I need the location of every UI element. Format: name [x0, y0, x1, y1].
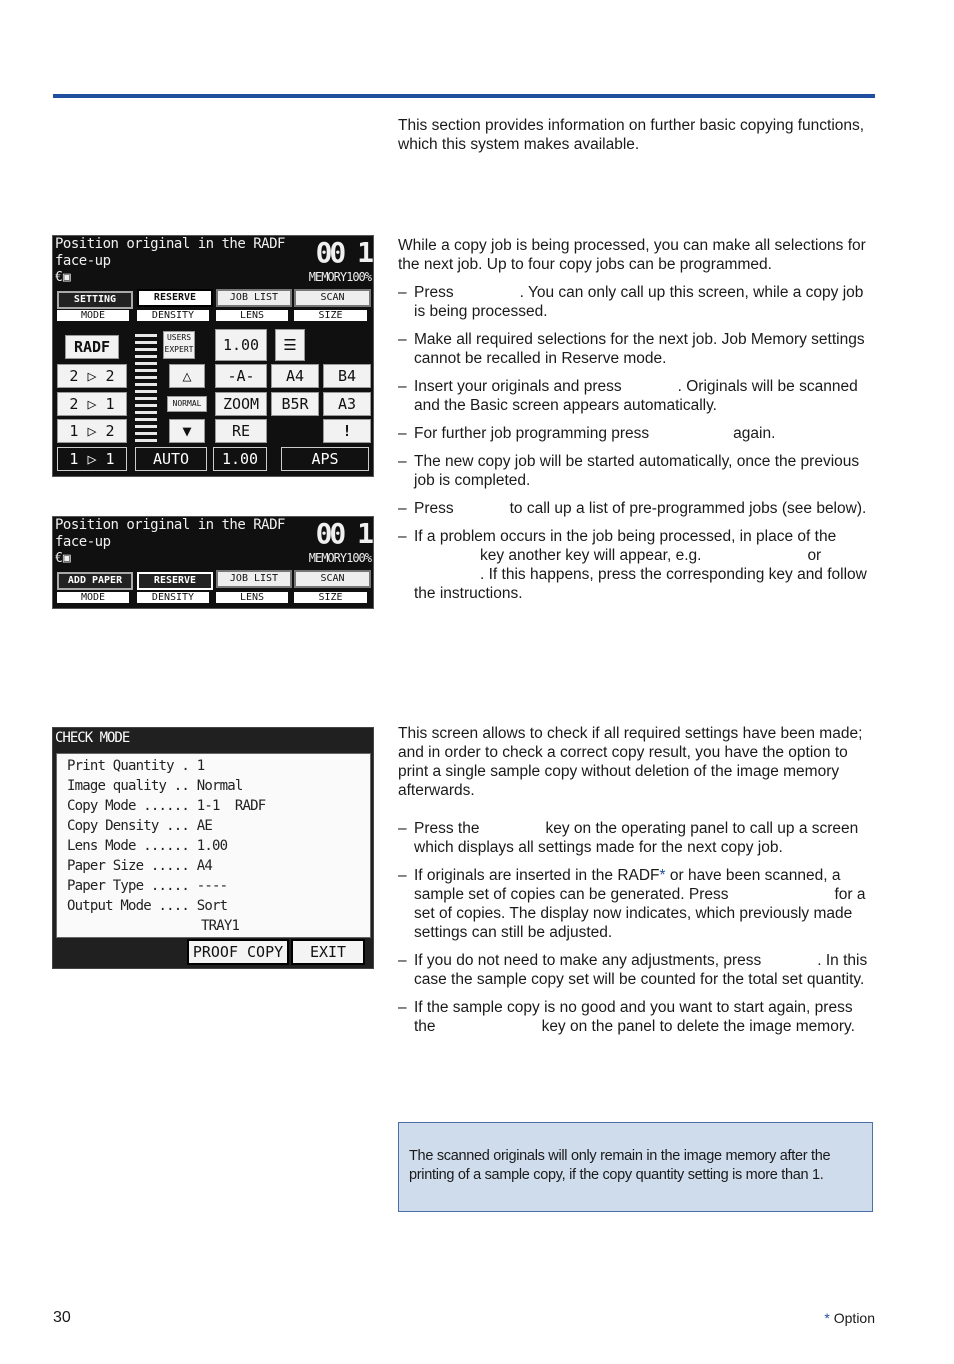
- tab-reserve[interactable]: RESERVE: [137, 289, 213, 307]
- note-box: [398, 1122, 873, 1212]
- setting-row: TRAY1: [201, 918, 240, 934]
- density-scale: [135, 330, 157, 442]
- lens-value-display: 1.00: [215, 329, 267, 361]
- tab-add-paper[interactable]: ADD PAPER: [57, 572, 133, 590]
- normal-density-button[interactable]: NORMAL: [167, 396, 207, 412]
- list-item: – For further job programming press again.: [398, 425, 776, 442]
- tab-setting[interactable]: SETTING: [57, 291, 133, 309]
- tab-scan[interactable]: SCAN: [294, 570, 371, 588]
- zoom-button[interactable]: ZOOM: [215, 392, 267, 416]
- page-number: 30: [53, 1309, 71, 1326]
- warning-icon[interactable]: !: [323, 419, 371, 443]
- re-button[interactable]: RE: [215, 419, 267, 443]
- subtab-density[interactable]: DENSITY: [137, 592, 209, 603]
- list-item: – Press . You can only call up this screen, while a copy job is being processed.: [398, 284, 864, 320]
- setting-row: Copy Density ... AE: [67, 818, 212, 834]
- size-a3-button[interactable]: A3: [323, 392, 371, 416]
- list-item: – If originals are inserted in the RADF* or have been scanned, a sample set of copies can be generated. Press for a set of copies. The display now indicates, which previously made settings can still be adjusted.: [398, 867, 866, 941]
- list-item: – The new copy job will be started automatically, once the previous job is completed.: [398, 453, 860, 489]
- mode-1-1-button[interactable]: 1 ▷ 1: [57, 447, 127, 471]
- subtab-size[interactable]: SIZE: [294, 310, 367, 321]
- setting-row: Output Mode .... Sort: [67, 898, 228, 914]
- memory-indicator: MEMORY100%: [308, 551, 371, 565]
- tab-reserve[interactable]: RESERVE: [137, 572, 213, 590]
- list-item: – If the sample copy is no good and you want to start again, press the key on the panel to delete the image memory.: [398, 999, 855, 1035]
- setting-row: Copy Mode ...... 1-1 RADF: [67, 798, 266, 814]
- list-item: – Make all required selections for the next job. Job Memory settings cannot be recalled in Reserve mode.: [398, 331, 865, 367]
- tab-job-list[interactable]: JOB LIST: [216, 289, 292, 307]
- check-mode-title: CHECK MODE: [55, 730, 130, 746]
- list-item: – Press to call up a list of pre-programmed jobs (see below).: [398, 500, 867, 517]
- add-paper-screen: [52, 516, 374, 609]
- subtab-mode[interactable]: MODE: [57, 310, 129, 321]
- density-up-button[interactable]: △: [169, 364, 205, 388]
- users-expert-button[interactable]: USERS EXPERT: [163, 331, 195, 359]
- radf-button[interactable]: RADF: [65, 335, 119, 359]
- tab-scan[interactable]: SCAN: [294, 289, 371, 307]
- note-text: The scanned originals will only remain in the image memory after the printing of a sample copy, if the copy quantity setting is more than 1.: [409, 1148, 831, 1183]
- subtab-density[interactable]: DENSITY: [137, 310, 209, 321]
- reserve-section-text: [398, 236, 875, 603]
- density-down-button[interactable]: ▼: [169, 419, 205, 443]
- reserve-screen: [52, 235, 374, 477]
- option-footnote: * Option: [824, 1310, 875, 1326]
- setting-row: Paper Type ..... ----: [67, 878, 228, 894]
- list-item: – If you do not need to make any adjustments, press . In this case the sample copy set will be counted for the total set quantity.: [398, 952, 868, 988]
- mode-2-2-button[interactable]: 2 ▷ 2: [57, 364, 127, 388]
- header-rule: [53, 94, 875, 98]
- panel-icon: €▣: [55, 551, 71, 566]
- mode-2-1-button[interactable]: 2 ▷ 1: [57, 392, 127, 416]
- copy-counter: 00 1: [315, 236, 371, 269]
- check-section-text: [398, 724, 875, 1036]
- size-a4-button[interactable]: A4: [271, 364, 319, 388]
- reserve-intro: While a copy job is being processed, you can make all selections for the next job. Up to four copy jobs can be programmed.: [398, 237, 866, 273]
- mode-1-2-button[interactable]: 1 ▷ 2: [57, 419, 127, 443]
- list-item: – Insert your originals and press . Originals will be scanned and the Basic screen appears automatically.: [398, 378, 858, 414]
- tab-job-list[interactable]: JOB LIST: [216, 570, 292, 588]
- subtab-lens[interactable]: LENS: [216, 592, 288, 603]
- setting-row: Image quality .. Normal: [67, 778, 243, 794]
- check-mode-screen: [52, 727, 374, 969]
- check-intro: This screen allows to check if all required settings have been made; and in order to check a correct copy result, you have the option to print a single sample copy without deletion of the image memory afterwards.: [398, 725, 863, 799]
- size-b4-button[interactable]: B4: [323, 364, 371, 388]
- aps-button[interactable]: APS: [281, 447, 369, 471]
- auto-density-button[interactable]: AUTO: [135, 447, 207, 471]
- subtab-size[interactable]: SIZE: [294, 592, 367, 603]
- size-b5r-button[interactable]: B5R: [271, 392, 319, 416]
- setting-row: Print Quantity . 1: [67, 758, 205, 774]
- list-icon[interactable]: ☰: [275, 329, 305, 361]
- screen-message: Position original in the RADF face-up: [55, 517, 285, 550]
- lens-bottom-display[interactable]: 1.00: [213, 447, 267, 471]
- a-key-button[interactable]: -A-: [215, 364, 267, 388]
- intro-text: [398, 116, 875, 154]
- screen-message: Position original in the RADF face-up: [55, 236, 285, 269]
- setting-row: Lens Mode ...... 1.00: [67, 838, 228, 854]
- list-item: – If a problem occurs in the job being processed, in place of thekey another key will appear, e.g. or. If this happens, press the corresponding key and follow the instructions.: [398, 528, 867, 602]
- proof-copy-button[interactable]: PROOF COPY: [187, 939, 289, 965]
- intro-paragraph: This section provides information on further basic copying functions, which this system makes available.: [398, 117, 865, 153]
- exit-button[interactable]: EXIT: [291, 939, 365, 965]
- list-item: – Press the key on the operating panel to call up a screen which displays all settings made for the next copy job.: [398, 820, 859, 856]
- subtab-lens[interactable]: LENS: [216, 310, 288, 321]
- panel-icon: €▣: [55, 270, 71, 285]
- settings-panel: [56, 753, 371, 938]
- subtab-mode[interactable]: MODE: [57, 592, 129, 603]
- setting-row: Paper Size ..... A4: [67, 858, 212, 874]
- copy-counter: 00 1: [315, 517, 371, 550]
- memory-indicator: MEMORY100%: [308, 270, 371, 284]
